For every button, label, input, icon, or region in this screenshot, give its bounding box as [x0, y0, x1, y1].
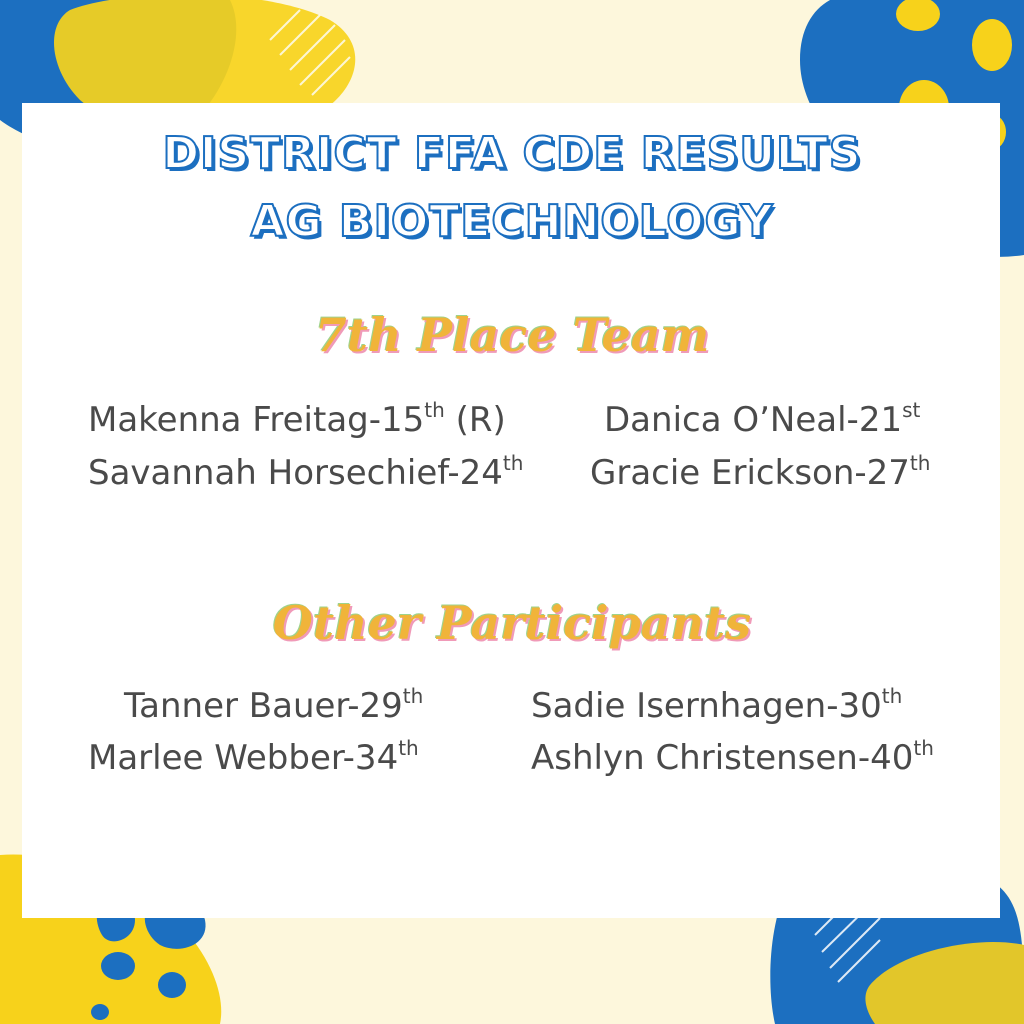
- participant: Marlee Webber-34th: [88, 736, 419, 778]
- participant: Tanner Bauer-29th: [124, 684, 424, 726]
- participant: Ashlyn Christensen-40th: [531, 736, 934, 778]
- team-member: Makenna Freitag-15th (R): [88, 398, 506, 440]
- others-heading: Other Participants: [272, 596, 752, 650]
- team-member: Gracie Erickson-27th: [590, 451, 931, 493]
- team-heading: 7th Place Team: [314, 308, 710, 362]
- team-member: Danica O’Neal-21st: [604, 398, 921, 440]
- page-title: DISTRICT FFA CDE RESULTS: [162, 128, 862, 179]
- page-subtitle: AG BIOTECHNOLOGY: [250, 196, 774, 247]
- team-member: Savannah Horsechief-24th: [88, 451, 524, 493]
- participant: Sadie Isernhagen-30th: [531, 684, 903, 726]
